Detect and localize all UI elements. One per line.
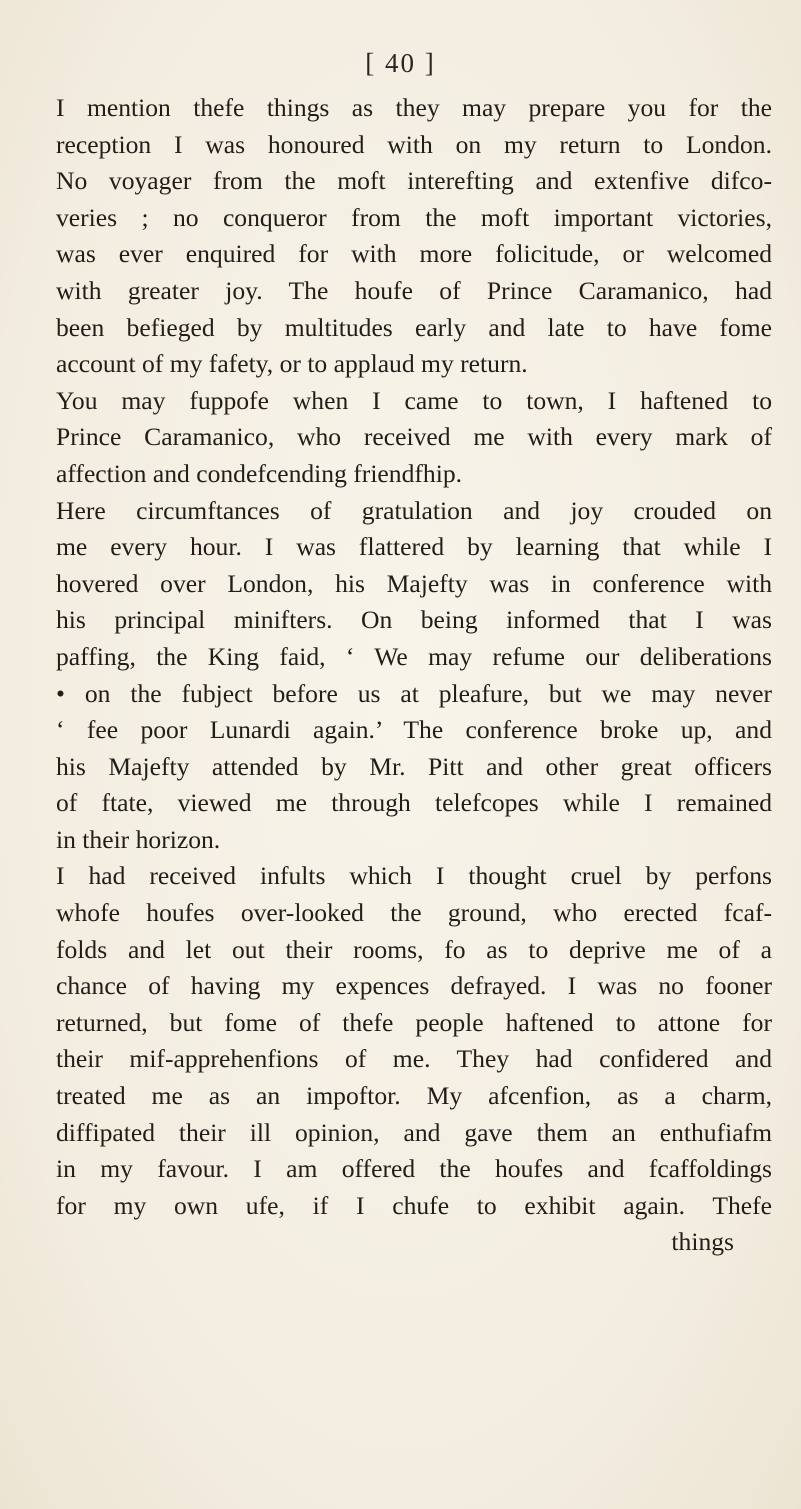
- text-line: been befieged by multitudes early and late to have fome: [56, 312, 772, 342]
- text-line: affection and condefcending friendfhip.: [56, 458, 463, 488]
- text-line: treated me as an impoftor. My afcenfion, as a charm,: [56, 1081, 772, 1111]
- text-line: his principal minifters. On being informed that I was: [56, 605, 772, 635]
- text-line: • on the fubject before us at pleafure, but we may never: [56, 678, 772, 708]
- text-line: You may fuppofe when I came to town, I haftened to: [56, 385, 772, 415]
- text-line: diffipated their ill opinion, and gave them an enthufiafm: [56, 1117, 772, 1147]
- text-line: No voyager from the moft interefting and extenfive difco-: [56, 166, 772, 196]
- text-line: returned, but fome of thefe people haftened to attone for: [56, 1007, 772, 1037]
- text-line: paffing, the King faid, ‘ We may refume our deliberations: [56, 641, 772, 671]
- text-line: Prince Caramanico, who received me with every mark of: [56, 422, 772, 452]
- text-line: I mention thefe things as they may prepare you for the: [56, 93, 772, 122]
- text-line: whofe houfes over-looked the ground, who erected fcaf-: [56, 898, 772, 928]
- text-line: me every hour. I was flattered by learning that while I: [56, 532, 772, 562]
- text-line: was ever enquired for with more folicitude, or welcomed: [56, 239, 772, 269]
- page-number: [ 40 ]: [365, 48, 436, 78]
- text-line: chance of having my expences defrayed. I was no fooner: [56, 971, 772, 1001]
- text-line: his Majefty attended by Mr. Pitt and other great officers: [56, 751, 772, 781]
- text-line: of ftate, viewed me through telefcopes while I remained: [56, 788, 772, 818]
- text-line: I had received infults which I thought cruel by perfons: [56, 861, 772, 891]
- text-line: for my own ufe, if I chufe to exhibit again. Thefe: [56, 1190, 772, 1220]
- text-line: reception I was honoured with on my return to London.: [56, 129, 772, 159]
- text-line: with greater joy. The houfe of Prince Caramanico, had: [56, 275, 772, 305]
- text-line: in their horizon.: [56, 824, 221, 854]
- catchword: things: [671, 1227, 734, 1257]
- text-line: folds and let out their rooms, fo as to deprive me of a: [56, 934, 772, 964]
- text-line: Here circumftances of gratulation and joy crouded on: [56, 495, 772, 525]
- text-line: ‘ fee poor Lunardi again.’ The conference broke up, and: [56, 715, 772, 745]
- text-line: in my favour. I am offered the houfes and fcaffoldings: [56, 1154, 772, 1184]
- body-text: [56, 90, 772, 1261]
- text-line: account of my fafety, or to applaud my return.: [56, 349, 528, 379]
- text-line: hovered over London, his Majefty was in conference with: [56, 568, 772, 598]
- text-line: their mif-apprehenfions of me. They had confidered and: [56, 1044, 772, 1074]
- text-line: veries ; no conqueror from the moft important victories,: [56, 202, 772, 232]
